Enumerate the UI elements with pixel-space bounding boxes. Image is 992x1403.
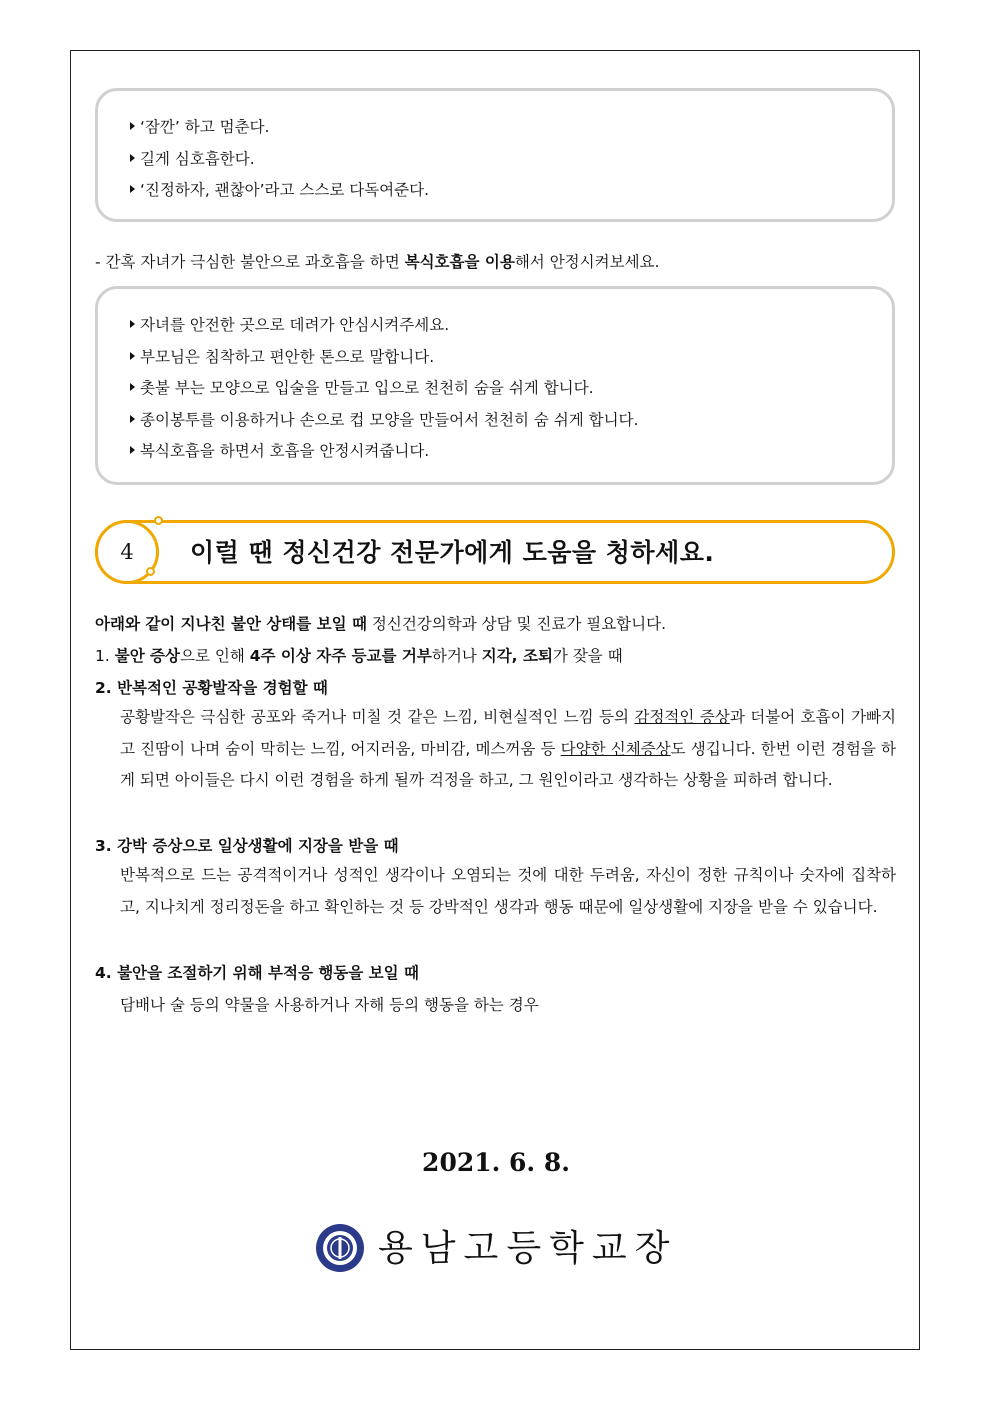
criteria-item-2-heading: 2. 반복적인 공황발작을 경험할 때: [95, 679, 328, 697]
breathing-steps-box: [95, 286, 895, 485]
list-item: 길게 심호흡한다.: [130, 147, 255, 169]
triangle-bullet-icon: [130, 446, 135, 454]
triangle-bullet-icon: [130, 122, 135, 130]
school-emblem-icon: [315, 1223, 365, 1273]
triangle-bullet-icon: [130, 154, 135, 162]
triangle-bullet-icon: [130, 185, 135, 193]
list-item: 자녀를 안전한 곳으로 데려가 안심시켜주세요.: [130, 313, 449, 335]
breathing-note: - 간혹 자녀가 극심한 불안으로 과호흡을 하면 복식호흡을 이용해서 안정시켜보세요.: [95, 253, 660, 271]
triangle-bullet-icon: [130, 415, 135, 423]
criteria-item-3-heading: 3. 강박 증상으로 일상생활에 지장을 받을 때: [95, 837, 399, 855]
list-item: ‘잠깐’ 하고 멈춘다.: [130, 115, 269, 137]
list-item: 부모님은 침착하고 편안한 톤으로 말합니다.: [130, 345, 434, 367]
document-date: 2021. 6. 8.: [422, 1148, 570, 1177]
school-principal-name: 용남고등학교장: [378, 1228, 678, 1269]
criteria-item-2-body: 공황발작은 극심한 공포와 죽거나 미칠 것 같은 느낌, 비현실적인 느낌 등의 감정적인 증상과 더불어 호흡이 가빠지고 진땀이 나며 숨이 막히는 느낌, 어지러움, 마비감, 메스꺼움 등 다양한 신체증상도 생깁니다. 한번 이런 경험을 하게 되면 아이들은 다시 이런 경험을 하게 될까 걱정을 하고, 그 원인이라고 생각하는 상황을 피하려 합니다.: [120, 708, 897, 790]
criteria-item-4-heading: 4. 불안을 조절하기 위해 부적응 행동을 보일 때: [95, 964, 419, 982]
criteria-item-1: 1. 불안 증상으로 인해 4주 이상 자주 등교를 거부하거나 지각, 조퇴가 잦을 때: [95, 647, 623, 665]
triangle-bullet-icon: [130, 383, 135, 391]
section-banner: [95, 520, 895, 584]
decorative-dot-icon: [154, 516, 163, 525]
calm-steps-box: [95, 88, 895, 222]
section-number: 4: [120, 540, 134, 564]
triangle-bullet-icon: [130, 320, 135, 328]
list-item: 촛불 부는 모양으로 입술을 만들고 입으로 천천히 숨을 쉬게 합니다.: [130, 376, 594, 398]
intro-text: 아래와 같이 지나친 불안 상태를 보일 때 정신건강의학과 상담 및 진료가 필요합니다.: [95, 615, 667, 633]
section-title: 이럴 땐 정신건강 전문가에게 도움을 청하세요.: [190, 538, 715, 567]
decorative-dot-icon: [146, 567, 155, 576]
list-item: ‘진정하자, 괜찮아’라고 스스로 다독여준다.: [130, 178, 429, 200]
list-item: 복식호흡을 하면서 호흡을 안정시켜줍니다.: [130, 439, 429, 461]
triangle-bullet-icon: [130, 352, 135, 360]
list-item: 종이봉투를 이용하거나 손으로 컵 모양을 만들어서 천천히 숨 쉬게 합니다.: [130, 408, 638, 430]
criteria-item-3-body: 반복적으로 드는 공격적이거나 성적인 생각이나 오염되는 것에 대한 두려움, 자신이 정한 규칙이나 숫자에 집착하고, 지나치게 정리정돈을 하고 확인하는 것 등 강박적인 생각과 행동 때문에 일상생활에 지장을 받을 수 있습니다.: [120, 866, 896, 916]
criteria-item-4-body: 담배나 술 등의 약물을 사용하거나 자해 등의 행동을 하는 경우: [120, 996, 539, 1014]
